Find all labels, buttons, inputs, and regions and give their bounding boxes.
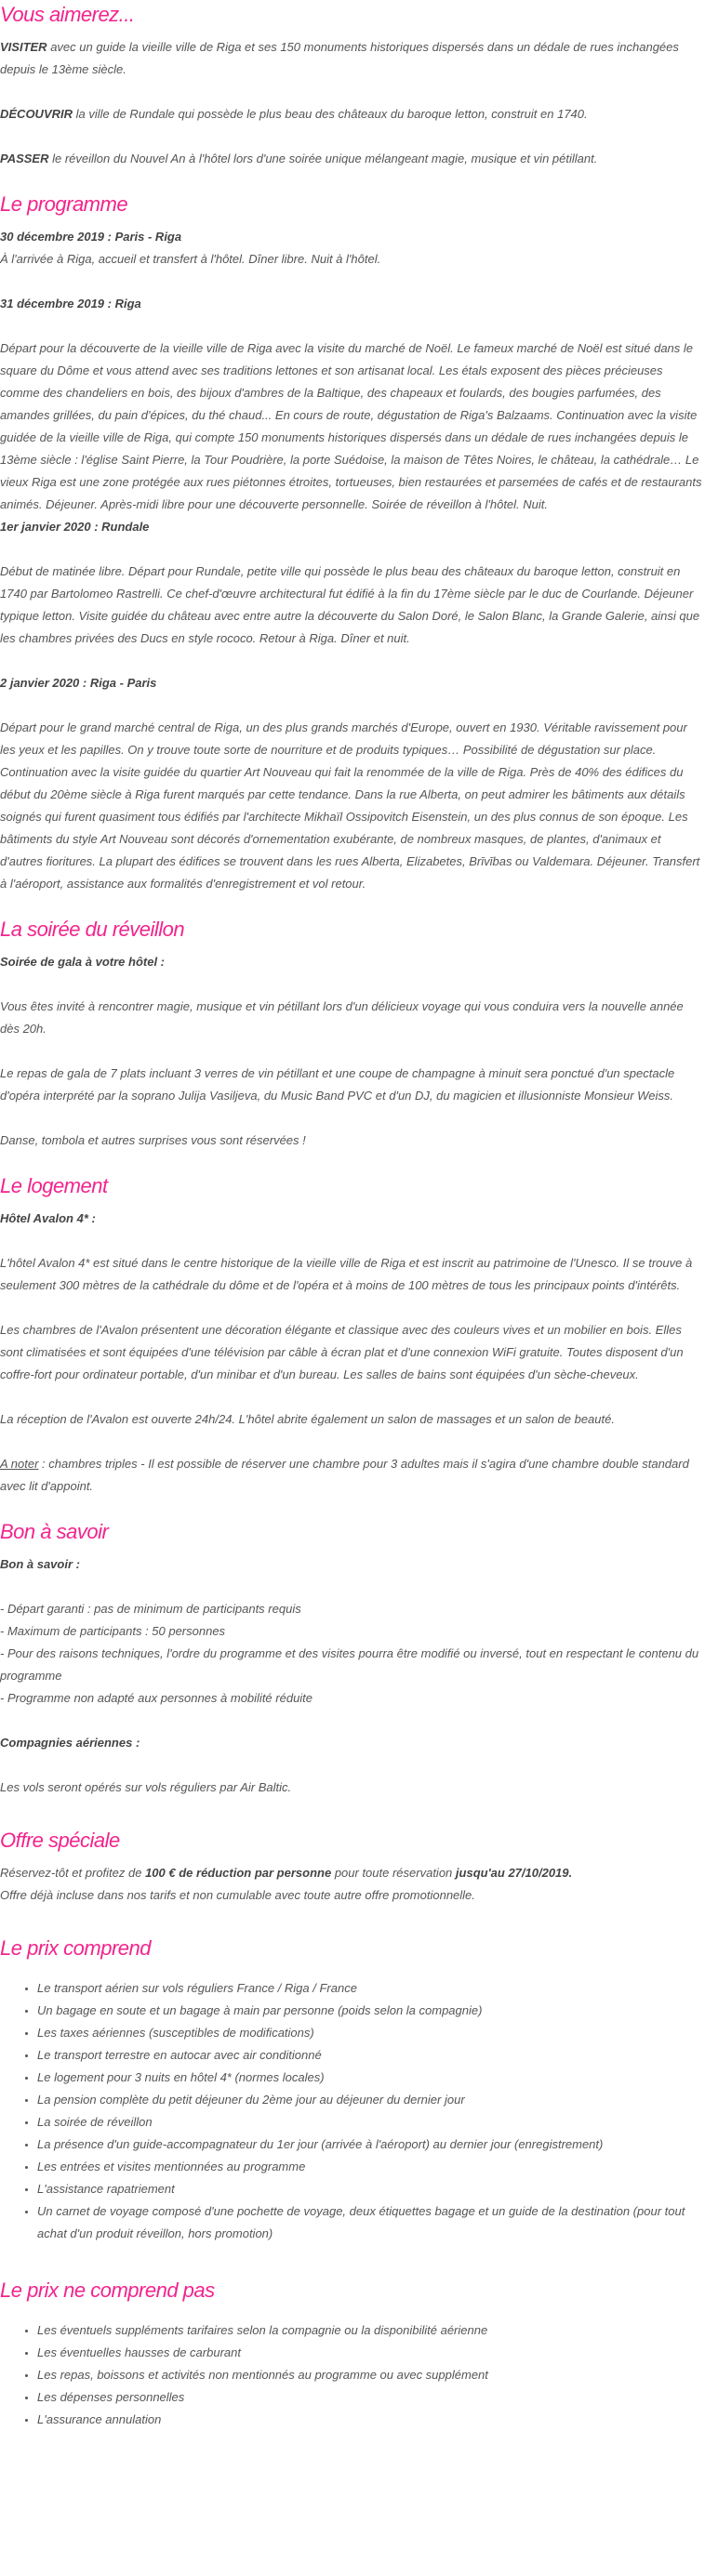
info-line: - Départ garanti : pas de minimum de participants requis [0, 1602, 301, 1616]
day-title: 31 décembre 2019 : Riga [0, 297, 141, 310]
section-vous-aimerez [0, 0, 705, 170]
day-description: À l'arrivée à Riga, accueil et transfert à l'hôtel. Dîner libre. Nuit à l'hôtel. [0, 252, 381, 266]
offer-conditions: Offre déjà incluse dans nos tarifs et non cumulable avec toute autre offre promotionnelle. [0, 1888, 475, 1902]
note: A noter : chambres triples - Il est possible de réserver une chambre pour 3 adultes mais il s'agira d'une chambre double standard avec lit d'appoint. [0, 1457, 689, 1493]
section-title: Vous aimerez... [0, 3, 135, 26]
section-subtitle: Soirée de gala à votre hôtel : [0, 955, 165, 969]
paragraph: Les chambres de l'Avalon présentent une décoration élégante et classique avec des couleurs vives et un mobilier en bois. Elles sont climatisées et sont équipées d'une télévision par câble à écran plat et d'une connexion WiFi gratuite. Toutes disposent d'un coffre-fort pour ordinateur portable, d'un minibar et d'un bureau. Les salles de bains sont équipées d'un sèche-cheveux. [0, 1323, 684, 1381]
info-line: - Pour des raisons techniques, l'ordre du programme et des visites pourra être modifié ou inversé, tout en respectant le contenu du programme [0, 1646, 699, 1683]
hotel-name: Hôtel Avalon 4* : [0, 1211, 96, 1225]
list-item: • Le transport aérien sur vols réguliers France / Riga / France [37, 1977, 705, 2000]
list-item: • Les dépenses personnelles [37, 2386, 705, 2409]
airlines-label: Compagnies aériennes : [0, 1736, 140, 1750]
day-title: 1er janvier 2020 : Rundale [0, 520, 150, 534]
paragraph: La réception de l'Avalon est ouverte 24h/24. L'hôtel abrite également un salon de massages et un salon de beauté. [0, 1412, 615, 1426]
list-item: • Un carnet de voyage composé d'une pochette de voyage, deux étiquettes bagage et un guide de la destination (pour tout achat d'un produit réveillon, hors promotion) [37, 2200, 705, 2245]
section-title: Le logement [0, 1174, 108, 1197]
paragraph: Vous êtes invité à rencontrer magie, musique et vin pétillant lors d'un délicieux voyage qui vous conduira vers la nouvelle année dès 20h. [0, 999, 684, 1036]
info-line: - Maximum de participants : 50 personnes [0, 1624, 226, 1638]
section-title: Le prix comprend [0, 1936, 151, 1960]
day-description: Départ pour le grand marché central de Riga, un des plus grands marchés d'Europe, ouvert en 1930. Véritable ravissement pour les yeux et les papilles. On y trouve toute sorte de nourriture et de produits typiques… Possibilité de dégustation sur place. Continuation avec la visite guidée du quartier Art Nouveau qui fait la renommée de la ville de Riga. Près de 40% des édifices du début du 20ème siècle à Riga furent marqués par cette tendance. Dans la rue Alberta, on peut admirer les bâtiments aux détails soignés qui furent quasiment tous édifiés par l'architecte Mikhaïl Ossipovitch Eisenstein, un des plus connus de son époque. Les bâtiments du style Art Nouveau sont décorés d'ornementation exubérante, de nombreux masques, de plantes, d'animaux et d'autres fioritures. La plupart des édifices se trouvent dans les rues Alberta, Elizabetes, Brīvības ou Valdemara. Déjeuner. Transfert à l'aéroport, assistance aux formalités d'enregistrement et vol retour. [0, 720, 700, 891]
list-item: • Les repas, boissons et activités non mentionnés au programme ou avec supplément [37, 2364, 705, 2386]
list-item: • Un bagage en soute et un bagage à main par personne (poids selon la compagnie) [37, 2000, 705, 2022]
section-title: La soirée du réveillon [0, 918, 185, 941]
paragraph: L'hôtel Avalon 4* est situé dans le centre historique de la vieille ville de Riga et est inscrit au patrimoine de l'Unesco. Il se trouve à seulement 300 mètres de la cathédrale du dôme et de l'opéra et à moins de 100 mètres de tous les principaux points d'intérêts. [0, 1256, 693, 1292]
list-item: • La pension complète du petit déjeuner du 2ème jour au déjeuner du dernier jour [37, 2089, 705, 2111]
section-bon-a-savoir [0, 1518, 705, 1799]
list-item: • Le logement pour 3 nuits en hôtel 4* (normes locales) [37, 2067, 705, 2089]
excluded-list [0, 2319, 705, 2431]
section-title: Le prix ne comprend pas [0, 2279, 215, 2302]
list-item: • Les éventuels suppléments tarifaires selon la compagnie ou la disponibilité aérienne [37, 2319, 705, 2342]
day-title: 30 décembre 2019 : Paris - Riga [0, 230, 182, 244]
section-prix-ne-comprend-pas [0, 2277, 705, 2431]
section-subtitle: Bon à savoir : [0, 1557, 80, 1571]
day-description: Début de matinée libre. Départ pour Rundale, petite ville qui possède le plus beau des châteaux du baroque letton, construit en 1740 par Bartolomeo Rastrelli. Ce chef-d'œuvre architectural fut édifié à la fin du 17ème siècle par le duc de Courlande. Déjeuner typique letton. Visite guidée du château avec entre autre la découverte du Salon Doré, le Salon Blanc, la Grande Galerie, ainsi que les chambres privées des Ducs en style rococo. Retour à Riga. Dîner et nuit. [0, 564, 700, 645]
included-list [0, 1977, 705, 2245]
section-prix-comprend [0, 1935, 705, 2245]
section-programme [0, 191, 705, 895]
highlight-visiter: VISITER avec un guide la vieille ville de Riga et ses 150 monuments historiques dispersés dans un dédale de rues inchangées depuis le 13ème siècle. [0, 40, 679, 76]
list-item: • L'assistance rapatriement [37, 2178, 705, 2200]
section-offre-speciale [0, 1827, 705, 1907]
paragraph: Le repas de gala de 7 plats incluant 3 verres de vin pétillant et une coupe de champagne à minuit sera ponctué d'un spectacle d'opéra interprété par la soprano Julija Vasiljeva, du Music Band PVC et d'un DJ, du magicien et illusionniste Monsieur Weiss. [0, 1066, 675, 1103]
info-line: - Programme non adapté aux personnes à mobilité réduite [0, 1691, 313, 1705]
paragraph: Danse, tombola et autres surprises vous sont réservées ! [0, 1133, 306, 1147]
offer-line: Réservez-tôt et profitez de 100 € de réduction par personne pour toute réservation jusqu'au 27/10/2019. [0, 1866, 573, 1880]
list-item: • La soirée de réveillon [37, 2111, 705, 2133]
section-title: Le programme [0, 192, 128, 216]
list-item: • Les taxes aériennes (susceptibles de modifications) [37, 2022, 705, 2044]
section-logement [0, 1172, 705, 1498]
section-title: Bon à savoir [0, 1520, 109, 1543]
highlight-decouvrir: DÉCOUVRIR la ville de Rundale qui possède le plus beau des châteaux du baroque letton, construit en 1740. [0, 107, 588, 121]
note-label: A noter [0, 1457, 39, 1471]
section-reveillon [0, 916, 705, 1152]
list-item: • L'assurance annulation [37, 2409, 705, 2431]
list-item: • La présence d'un guide-accompagnateur du 1er jour (arrivée à l'aéroport) au dernier jour (enregistrement) [37, 2133, 705, 2156]
list-item: • Le transport terrestre en autocar avec air conditionné [37, 2044, 705, 2067]
discount-amount: 100 € de réduction par personne [145, 1866, 332, 1880]
day-title: 2 janvier 2020 : Riga - Paris [0, 676, 157, 690]
list-item: • Les entrées et visites mentionnées au programme [37, 2156, 705, 2178]
highlight-passer: PASSER le réveillon du Nouvel An à l'hôtel lors d'une soirée unique mélangeant magie, musique et vin pétillant. [0, 152, 598, 165]
section-title: Offre spéciale [0, 1829, 120, 1852]
list-item: • Les éventuelles hausses de carburant [37, 2342, 705, 2364]
airlines-text: Les vols seront opérés sur vols réguliers par Air Baltic. [0, 1780, 292, 1794]
day-description: Départ pour la découverte de la vieille ville de Riga avec la visite du marché de Noël. Le fameux marché de Noël est situé dans le square du Dôme et vous attend avec ses traditions lettones et son artisanat local. Les étals exposent des pièces précieuses comme des chandeliers en bois, des bijoux d'ambres de la Baltique, des chapeaux et foulards, des bougies parfumées, des amandes grillées, du pain d'épices, du thé chaud... En cours de route, dégustation de Riga's Balzaams. Continuation avec la visite guidée de la vieille ville de Riga, qui compte 150 monuments historiques dispersés dans un dédale de rues inchangées depuis le 13ème siècle : l'église Saint Pierre, la Tour Poudrière, la porte Suédoise, la maison de Têtes Noires, le château, la cathédrale… Le vieux Riga est une zone protégée aux rues piétonnes étroites, tortueuses, bien restaurées et parsemées de cafés et de restaurants animés. Déjeuner. Après-midi libre pour une découverte personnelle. Soirée de réveillon à l'hôtel. Nuit. [0, 341, 702, 511]
offer-deadline: jusqu'au 27/10/2019. [455, 1866, 573, 1880]
